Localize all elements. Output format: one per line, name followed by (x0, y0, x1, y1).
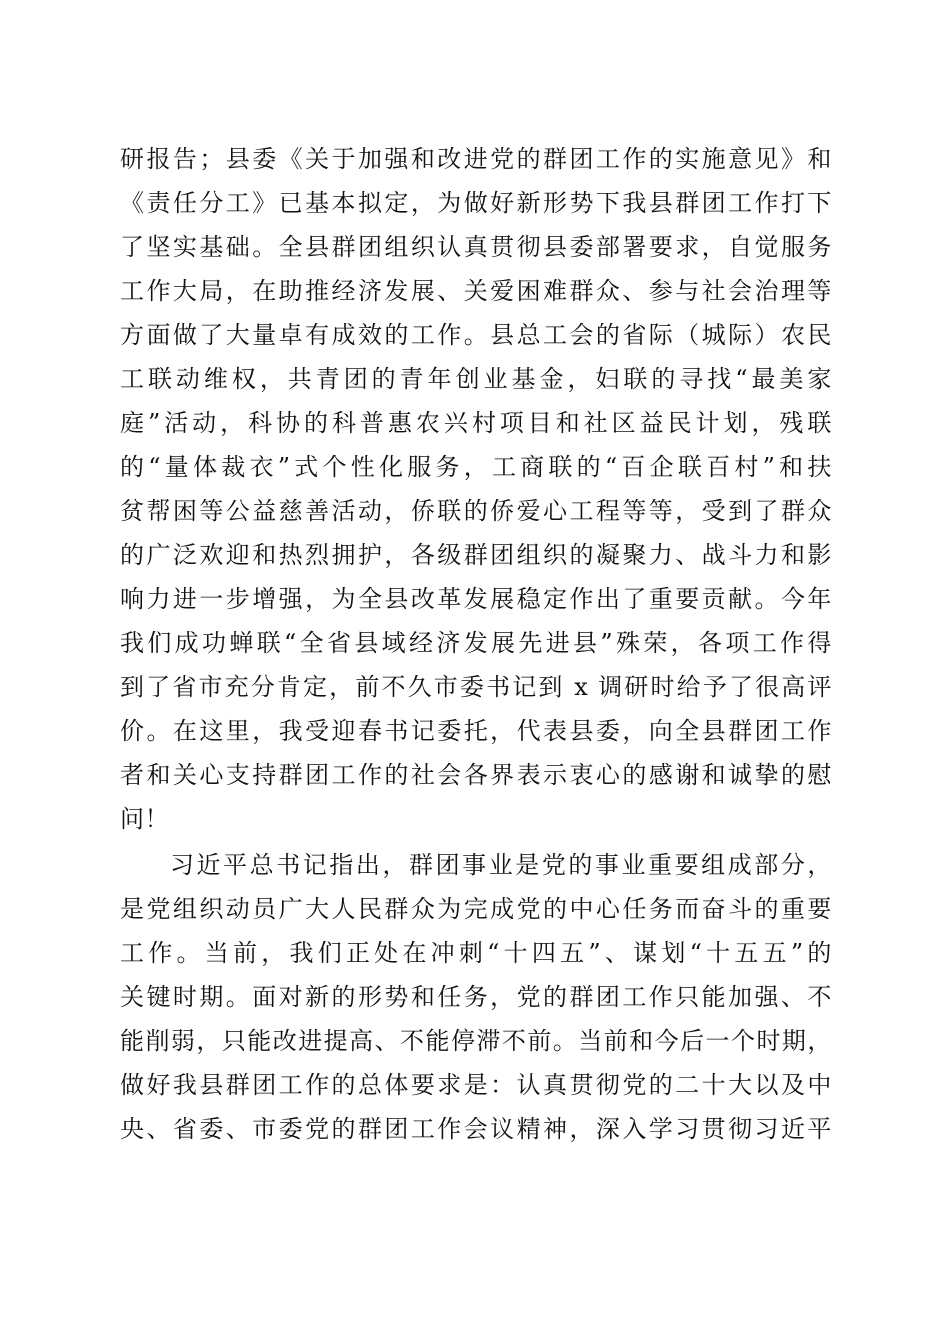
paragraph-line: 到了省市充分肯定，前不久市委书记到 x 调研时给予了很高评 (120, 673, 832, 701)
paragraph-line: 问！ (120, 805, 170, 833)
paragraph-line: 是党组织动员广大人民群众为完成党的中心任务而奋斗的重要 (120, 895, 832, 923)
paragraph-line: 了坚实基础。全县群团组织认真贯彻县委部署要求，自觉服务 (120, 233, 832, 261)
paragraph-line: 者和关心支持群团工作的社会各界表示衷心的感谢和诚挚的慰 (120, 761, 832, 789)
paragraph-line: 庭”活动，科协的科普惠农兴村项目和社区益民计划，残联 (120, 409, 832, 437)
paragraph-line: 的广泛欢迎和热烈拥护，各级群团组织的凝聚力、战斗力和影 (120, 541, 832, 569)
paragraph-line: 能削弱，只能改进提高、不能停滞不前。当前和今后一个时期， (120, 1027, 832, 1055)
paragraph-line: 研报告；县委《关于加强和改进党的群团工作的实施意见》和 (120, 145, 832, 173)
paragraph-line: 工联动维权，共青团的青年创业基金，妇联的寻找“最美家 (120, 365, 832, 393)
paragraph-line: 关键时期。面对新的形势和任务，党的群团工作只能加强、不 (120, 983, 832, 1011)
paragraph-line: 央、省委、市委党的群团工作会议精神，深入学习贯彻习近平 (120, 1115, 832, 1143)
paragraph-line: 价。在这里，我受迎春书记委托，代表县委，向全县群团工作 (120, 717, 832, 745)
paragraph-line: 习近平总书记指出，群团事业是党的事业重要组成部分， (170, 851, 832, 879)
paragraph-line: 我们成功蝉联“全省县域经济发展先进县”殊荣，各项工作得 (120, 629, 832, 657)
paragraph-line: 《责任分工》已基本拟定，为做好新形势下我县群团工作打下 (120, 189, 832, 217)
paragraph-line: 响力进一步增强，为全县改革发展稳定作出了重要贡献。今年 (120, 585, 832, 613)
paragraph-line: 工作。当前，我们正处在冲刺“十四五”、谋划“十五五”的 (120, 939, 832, 967)
paragraph-line: 方面做了大量卓有成效的工作。县总工会的省际（城际）农民 (120, 321, 832, 349)
paragraph-line: 做好我县群团工作的总体要求是：认真贯彻党的二十大以及中 (120, 1071, 832, 1099)
paragraph-line: 贫帮困等公益慈善活动，侨联的侨爱心工程等等，受到了群众 (120, 497, 832, 525)
paragraph-line: 的“量体裁衣”式个性化服务，工商联的“百企联百村”和扶 (120, 453, 832, 481)
paragraph-line: 工作大局，在助推经济发展、关爱困难群众、参与社会治理等 (120, 277, 832, 305)
